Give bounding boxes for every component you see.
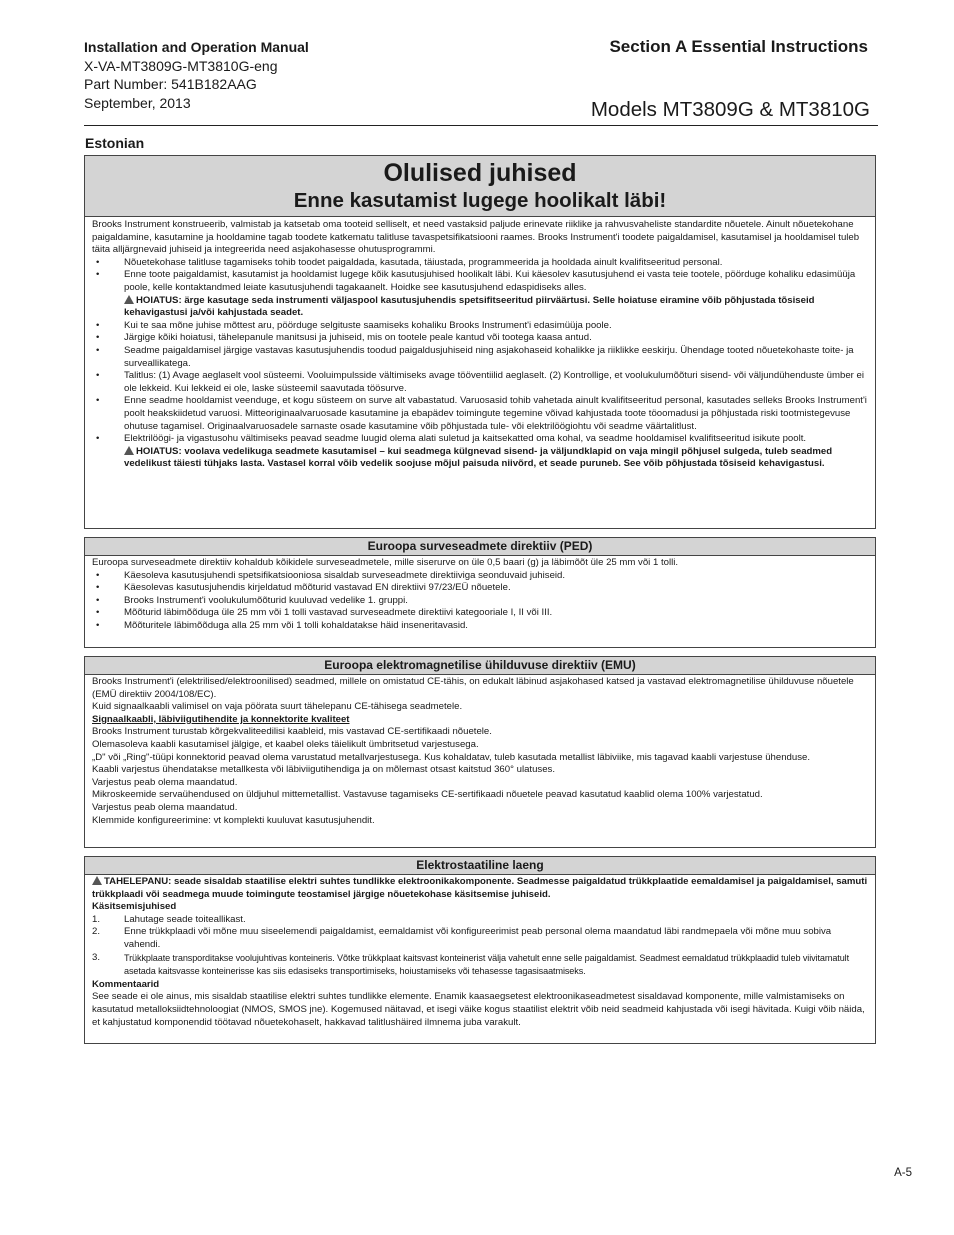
ped-title: Euroopa surveseadmete direktiiv (PED) [85, 538, 875, 556]
step-text: Enne trükkplaadi või mõne muu siseelemendi paigaldamist, eemaldamist või konfigureerimist peab personal olema maandatud läbi randmepaela või mõne muu sobiva vahendi. [124, 926, 832, 950]
ped-box [84, 537, 876, 648]
publication-date: September, 2013 [84, 94, 191, 111]
emc-line: Olemasoleva kaabli kasutamisel jälgige, et kaabel oleks täielikult ümbritsetud varjestusega. [92, 738, 479, 750]
emc-box [84, 656, 876, 848]
list-item [92, 926, 869, 951]
warning-icon [124, 446, 134, 455]
esd-title: Elektrostaatiline laeng [85, 857, 875, 875]
warning-text: HOIATUS: ärge kasutage seda instrumenti väljaspool kasutusjuhendis spetsifitseeritud piirväärtusi. Selle hoiatuse eiramine võib põhjustada tõsiseid kehavigastusi ja/või kahjustada seadet. [124, 294, 815, 319]
essential-instructions-content [85, 217, 875, 471]
emc-paragraph: Brooks Instrument'i (elektrilised/elektroonilised) seadmed, millele on omistatud CE-tähis, on edukalt läbinud asjakohased katsed ja vastavad elektromagnetilise ühilduvuse nõuetele (EMÜ direktiiv 2004/108/EC). [92, 676, 854, 700]
intro-paragraph: Brooks Instrument konstrueerib, valmistab ja katsetab oma tooteid selliselt, et need vastaksid paljude erinevate riiklike ja rahvusvaheliste standardite nõuetele. Ainult nõuetekohane paigaldamine, kasutamine ja hooldamine tagab toodete katkematu talitluse tavaspetsifikatsiooni raames. Brooks Instrument'i toodete paigaldamisel, kasutamisel ja hooldamisel tuleb täita alljärgnevaid juhiseid ja integreerida need asjakohasesse ohutusprogrammi. [92, 219, 860, 256]
handling-steps [92, 914, 869, 979]
list-item: • Järgige kõiki hoiatusi, tähelepanule manitsusi ja juhiseid, mis on tootele peale kantud või tootega kaasa antud. [92, 332, 869, 345]
emc-subheading: Signaalkaabli, läbiviigutihendite ja konnektorite kvaliteet [92, 713, 350, 725]
emc-title: Euroopa elektromagnetilise ühilduvuse direktiiv (EMU) [85, 657, 875, 675]
document-id: X-VA-MT3809G-MT3810G-eng [84, 57, 278, 74]
ped-list [92, 570, 869, 633]
emc-line: Varjestus peab olema maandatud. [92, 801, 238, 813]
emc-content [85, 675, 875, 827]
caution-text: TAHELEPANU: seade sisaldab staatilise elektri suhtes tundlikke elektroonikakomponente. Seadmesse paigaldatud trükkplaatide eemaldamisel ja paigaldamisel, samuti trükkplaadi või seadmega muude toimingute teostamisel järgige nõuetekohase käsitsemise juhiseid. [92, 876, 868, 900]
list-item: • Nõuetekohase talitluse tagamiseks tohib toodet paigaldada, kasutada, täiustada, programmeerida ja hooldada ainult kvalifitseeritud personal. [92, 257, 869, 270]
comments-text: See seade ei ole ainus, mis sisaldab staatilise elektri suhtes tundlikke elemente. Enamik kaasaegsetest elektroonikaseadmetest sisaldavad komponente, mille valmistamiseks on kasutatud metalloksiidtehnoloogiat (NMOS, SMOS jne). Kogemused näitavad, et isegi väike kogus staatilist elektrit võib neid seadmeid kahjustada või isegi hävitada. Kuigi võib näida, et kahjustatud komponendid töötavad nõuetekohaselt, hakkavad talitlushäired ilmnema juba varakult. [92, 991, 865, 1028]
warning-icon [124, 295, 134, 304]
warning-note [92, 446, 869, 471]
step-number: 1. [92, 913, 101, 925]
emc-line: Varjestus peab olema maandatud. [92, 776, 238, 788]
esd-box [84, 856, 876, 1044]
caution-note [92, 876, 869, 901]
warning-note [92, 295, 869, 320]
esd-content [85, 875, 875, 1029]
ped-intro: Euroopa surveseadmete direktiiv kohaldub kõikidele surveseadmetele, mille siserurve on üle 0,5 baari (g) ja läbimõõt üle 25 mm või 1 tolli. [92, 557, 679, 568]
step-text: Lahutage seade toiteallikast. [124, 913, 246, 925]
header-divider [84, 125, 878, 126]
essential-instructions-header [85, 156, 875, 217]
warning-text: HOIATUS: voolava vedelikuga seadmete kasutamisel – kui seadmega külgnevad sisend- ja väljundklapid on vaja mingil põhjusel sulgeda, tuleb seadmed vedelikust täiesti tühjaks lasta. Vastasel korral võib vedelik soojuse mõjul paisuda niivõrd, et seade puruneb. See võib põhjustada tõsiseid kehavigastusi. [124, 445, 833, 470]
page-number: A-5 [894, 1167, 912, 1179]
essential-instructions-title: Olulised juhised [383, 159, 577, 187]
ped-content [85, 556, 875, 633]
language-label: Estonian [85, 135, 145, 151]
emc-line: Mikroskeemide servaühendused on üldjuhul mittemetallist. Vastavuse tagamiseks CE-sertifikaadi nõuetele peavad kasutatud kaablid olema 100% varjestatud. [92, 789, 763, 801]
list-item: • Käesolevas kasutusjuhendis kirjeldatud mõõturid vastavad EN direktiivi 97/23/EÜ nõuetele. [92, 582, 869, 595]
step-number: 2. [92, 926, 101, 938]
list-item: • Elektrilöögi- ja vigastusohu vältimiseks peavad seadme luugid olema alati suletud ja kaitsekatted oma kohal, va seadme hooldamisel kvalifitseeritud isikute poolt. [92, 433, 869, 446]
caution-icon [92, 876, 102, 885]
essential-instructions-box [84, 155, 876, 529]
list-item: • Brooks Instrument'i voolukulumõõturid kuuluvad vedelike 1. gruppi. [92, 595, 869, 608]
instruction-list [92, 320, 869, 446]
list-item: • Mõõturitele läbimõõduga alla 25 mm või 1 tolli kohaldatakse häid inseneritavasid. [92, 620, 869, 633]
models-title: Models MT3809G & MT3810G [590, 98, 870, 121]
list-item: • Mõõturid läbimõõduga üle 25 mm või 1 tolli vastavad surveseadmete direktiivi kategooriale I, II või III. [92, 607, 869, 620]
section-title: Section A Essential Instructions [609, 37, 868, 56]
part-number: Part Number: 541B182AAG [84, 76, 257, 92]
emc-line: Klemmide konfigureerimine: vt komplekti kuuluvat kasutusjuhendit. [92, 814, 375, 826]
manual-title: Installation and Operation Manual [84, 39, 309, 55]
handling-heading: Käsitsemisjuhised [92, 901, 177, 913]
essential-instructions-subtitle: Enne kasutamist lugege hoolikalt läbi! [293, 189, 667, 212]
list-item: • Seadme paigaldamisel järgige vastavas kasutusjuhendis toodud paigaldusjuhiseid ning asjakohaseid kohalikke ja riiklikke eeskirju. Ühendage tooted nõuetekohaste toite- ja surveallikatega. [92, 345, 869, 370]
emc-line: Kaabli varjestus ühendatakse metallkesta või läbiviigutihendiga ja on mõlemast otsast kaitstud 360° ulatuses. [92, 764, 556, 776]
document-info [84, 38, 424, 112]
emc-line: Brooks Instrument turustab kõrgekvaliteedilisi kaableid, mis vastavad CE-sertifikaadi nõuetele. [92, 726, 492, 738]
step-text: Trükkplaate transporditakse voolujuhtivas konteineris. Võtke trükkplaat kaitsvast konteinerist välja vahetult enne selle paigaldamist. Seadmest eemaldatud trükkplaadid tuleb viivitamatult asetada kaitsvasse konteinerisse kas siis edasiseks transportimiseks, hoiustamiseks või tehasesse tagasisaatmiseks. [124, 952, 850, 977]
list-item: • Käesoleva kasutusjuhendi spetsifikatsiooniosa sisaldab surveseadmete direktiiviga seonduvaid juhiseid. [92, 570, 869, 583]
step-number: 3. [92, 951, 101, 963]
list-item: • Kui te saa mõne juhise mõttest aru, pöörduge selgituste saamiseks kohaliku Brooks Instrument'i edasimüüja poole. [92, 320, 869, 333]
comments-heading: Kommentaarid [92, 978, 160, 990]
list-item: • Talitlus: (1) Avage aeglaselt vool süsteemi. Vooluimpulsside vältimiseks avage tööventiilid aeglaselt. (2) Kontrollige, et voolukulumõõturi sisend- või väljundühenduste ümber ei ole lekkeid. Kui lekkeid ei ole, laske süsteemil saavutada töösurve. [92, 370, 869, 395]
list-item: • Enne seadme hooldamist veenduge, et kogu süsteem on surve alt vabastatud. Varuosasid tohib vahetada ainult kvalifitseeritud personal, kasutades selleks Brooks Instrument'i poolt heakskiidetud varuosi. Mitteoriginaalvaruosade kasutamine ja ebapädev toimingute tegemine võivad kahjustada toote töoomadusi ja põhjustada riski tootmistegevuse ohutuse tagamisel. Originaalvaruosadele sarnaste osade kasutamine võib põhjustada tule- või elektrilöögiohtu või seadme väärtalitlust. [92, 395, 869, 433]
list-item [92, 914, 869, 927]
list-item: • Enne toote paigaldamist, kasutamist ja hooldamist lugege kõik kasutusjuhised hoolikalt läbi. Kui käesolev kasutusjuhend ei vasta teie tootele, pöörduge kohaliku edasimüüja poole, kelle kontaktandmed leiate kasutusjuhendi tagakaanelt. Hoidke see kasutusjuhend edaspidiseks alles. [92, 269, 869, 294]
emc-line: „D" või „Ring"-tüüpi konnektorid peavad olema varustatud metallvarjestusega. Kus kohaldatav, tuleb kasutada metallist läbiviike, mis tagavad kaabli varjestuse ühenduse. [92, 751, 811, 763]
instruction-list [92, 257, 869, 295]
emc-paragraph: Kuid signaalkaabli valimisel on vaja pöörata suurt tähelepanu CE-tähisega seadmetele. [92, 701, 463, 713]
list-item [92, 952, 869, 979]
